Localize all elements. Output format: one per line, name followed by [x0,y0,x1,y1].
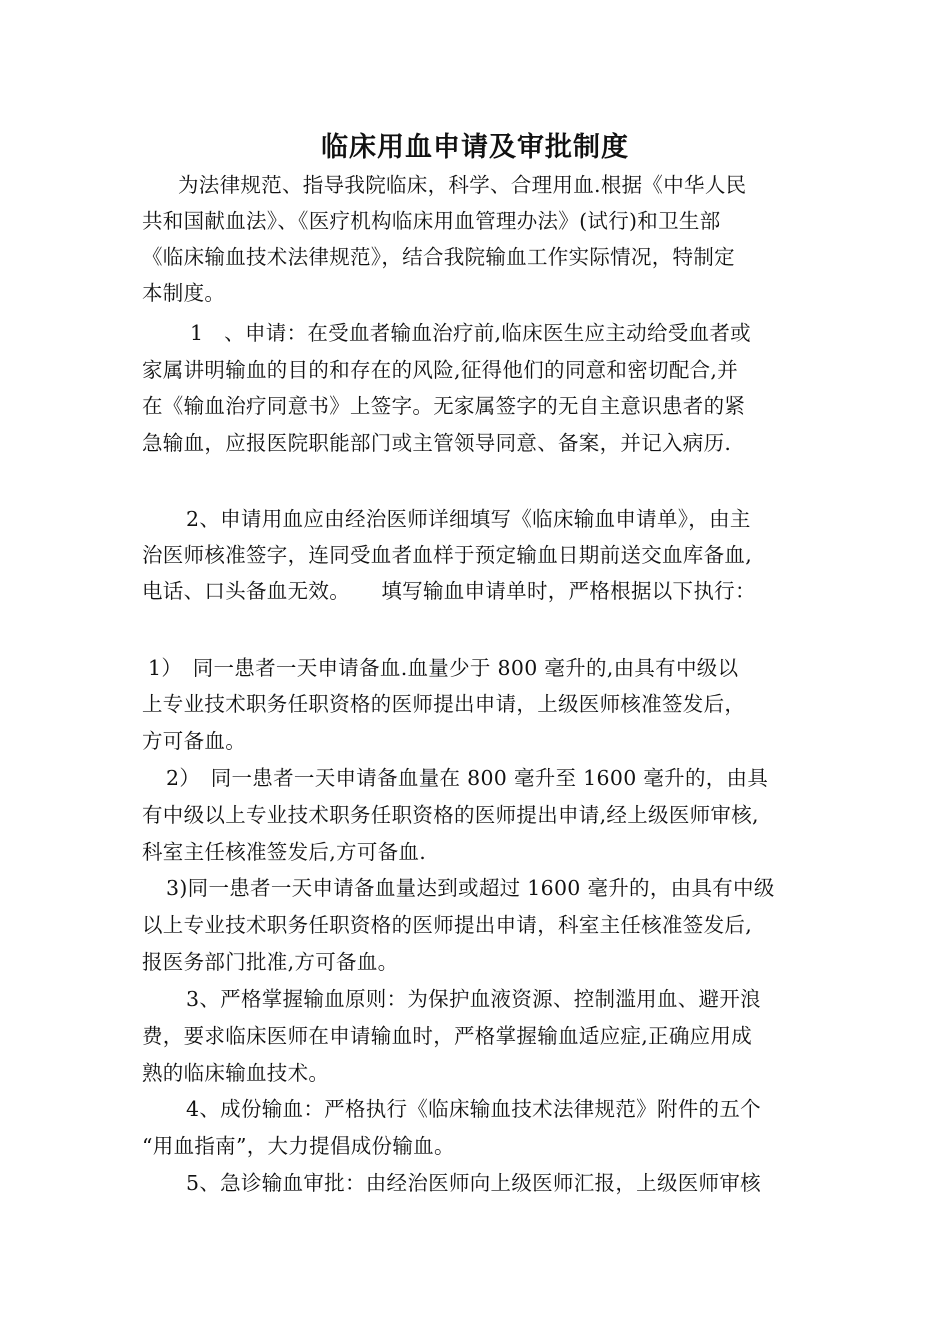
body-line: 家属讲明输血的目的和存在的风险,征得他们的同意和密切配合,并 [142,358,739,382]
body-line: 电话、口头备血无效。 填写输血申请单时，严格根据以下执行： [142,579,756,603]
list-item: 2） 同一患者一天申请备血量在 800 毫升至 1600 毫升的，由具 [166,766,769,790]
list-item: 1） 同一患者一天申请备血.血量少于 800 毫升的,由具有中级以 [148,656,739,680]
body-line: 1 、申请：在受血者输血治疗前,临床医生应主动给受血者或 [190,321,751,345]
body-line: 上专业技术职务任职资格的医师提出申请，上级医师核准签发后， [142,692,746,716]
body-line: 熟的临床输血技术。 [142,1061,330,1085]
body-line: 以上专业技术职务任职资格的医师提出申请，科室主任核准签发后, [142,913,753,937]
body-line: 5、急诊输血审批：由经治医师向上级医师汇报，上级医师审核 [186,1171,761,1195]
body-line: 《临床输血技术法律规范》，结合我院输血工作实际情况，特制定 [142,245,735,269]
body-line: “用血指南”，大力提倡成份输血。 [142,1134,455,1158]
body-line: 4、成份输血：严格执行《临床输血技术法律规范》附件的五个 [186,1097,761,1121]
body-line: 2、申请用血应由经治医师详细填写《临床输血申请单》，由主 [186,507,751,531]
body-line: 有中级以上专业技术职务任职资格的医师提出申请,经上级医师审核, [142,803,759,827]
document-title: 临床用血申请及审批制度 [321,132,629,163]
body-line: 为法律规范、指导我院临床，科学、合理用血.根据《中华人民 [178,173,747,197]
body-line: 科室主任核准签发后,方可备血. [142,840,427,864]
body-line: 在《输血治疗同意书》上签字。无家属签字的无自主意识患者的紧 [142,394,746,418]
body-line: 急输血，应报医院职能部门或主管领导同意、备案，并记入病历. [142,431,732,455]
body-line: 方可备血。 [142,729,246,753]
body-line: 治医师核准签字，连同受血者血样于预定输血日期前送交血库备血, [142,543,753,567]
body-line: 报医务部门批准,方可备血。 [142,950,399,974]
list-item: 3)同一患者一天申请备血量达到或超过 1600 毫升的，由具有中级 [166,876,775,900]
body-line: 3、严格掌握输血原则：为保护血液资源、控制滥用血、避开浪 [186,987,761,1011]
body-line: 本制度。 [142,281,226,305]
body-line: 费，要求临床医师在申请输血时，严格掌握输血适应症,正确应用成 [142,1024,753,1048]
body-line: 共和国献血法》、《医疗机构临床用血管理办法》(试行)和卫生部 [142,209,721,233]
